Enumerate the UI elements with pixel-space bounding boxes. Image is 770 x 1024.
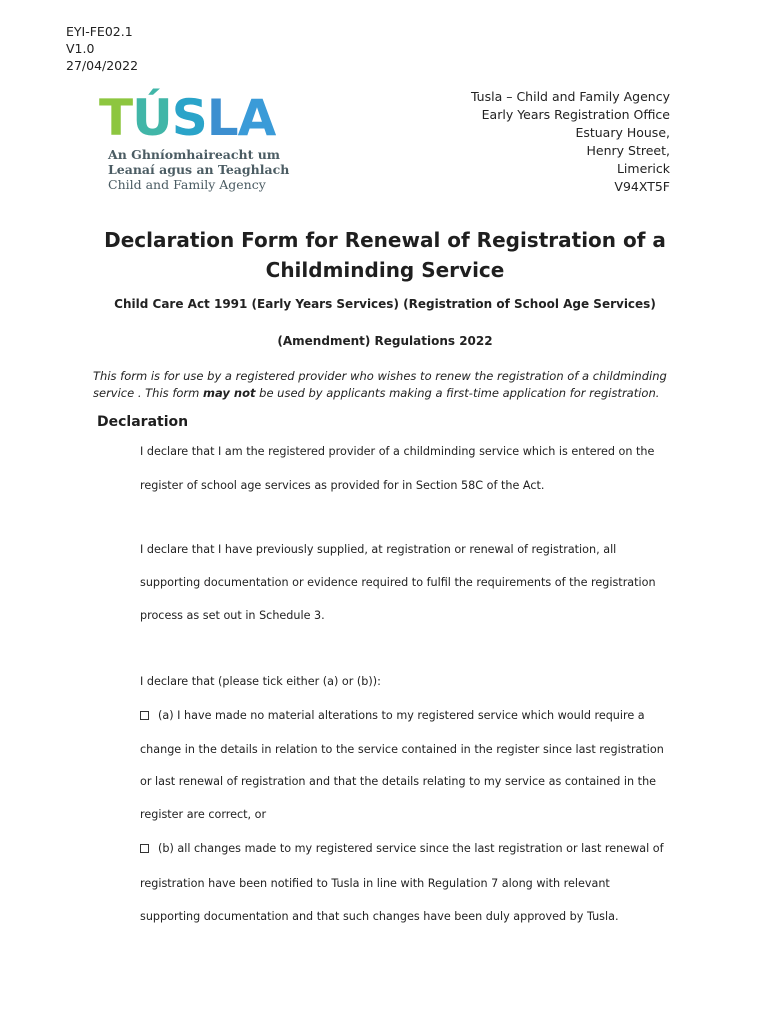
declaration-heading: Declaration xyxy=(97,414,189,430)
form-title xyxy=(85,225,685,285)
logo-letter: T xyxy=(99,89,133,147)
option-a-label: (a) I have made no material alterations to my registered service which would require a xyxy=(158,709,645,722)
document-meta xyxy=(66,23,138,74)
address-line: Early Years Registration Office xyxy=(481,107,670,122)
option-a-checkbox[interactable] xyxy=(140,711,149,720)
intro-paragraph xyxy=(93,368,683,402)
address-line: V94XT5F xyxy=(614,179,670,194)
logo-irish-line-1: An Ghníomhaireacht um xyxy=(108,147,281,162)
option-a-row xyxy=(140,709,645,722)
option-b-label: (b) all changes made to my registered service since the last registration or last renewal of xyxy=(158,842,664,855)
logo-wordmark xyxy=(99,89,279,147)
logo-irish-line-2: Leanaí agus an Teaghlach xyxy=(108,162,290,177)
option-b-row xyxy=(140,842,664,855)
intro-text: This form is for use by a registered provider who wishes to renew the registration of a childminding service . This form xyxy=(93,369,667,400)
declaration-line: register are correct, or xyxy=(140,808,267,821)
title-line-1: Declaration Form for Renewal of Registration of a xyxy=(104,228,666,252)
form-version: V1.0 xyxy=(66,41,95,56)
intro-emphasis: may not xyxy=(203,386,256,400)
declaration-line: I declare that (please tick either (a) or (b)): xyxy=(140,675,381,688)
logo-letter: L xyxy=(206,89,238,147)
declaration-line: process as set out in Schedule 3. xyxy=(140,609,325,622)
tusla-logo xyxy=(99,88,290,198)
form-code: EYI-FE02.1 xyxy=(66,24,133,39)
declaration-line: supporting documentation and that such changes have been duly approved by Tusla. xyxy=(140,910,619,923)
declaration-line: I declare that I have previously supplied, at registration or renewal of registration, all xyxy=(140,543,617,556)
declaration-line: registration have been notified to Tusla in line with Regulation 7 along with relevant xyxy=(140,877,610,890)
address-line: Henry Street, xyxy=(586,143,670,158)
option-b-checkbox[interactable] xyxy=(140,844,149,853)
address-line: Tusla – Child and Family Agency xyxy=(470,89,670,104)
act-subtitle-line-1: Child Care Act 1991 (Early Years Services) (Registration of School Age Services) xyxy=(114,297,656,311)
form-date: 27/04/2022 xyxy=(66,58,139,73)
declaration-line: or last renewal of registration and that the details relating to my service as contained in the xyxy=(140,775,657,788)
logo-letter: Ú xyxy=(132,89,172,147)
title-line-2: Childminding Service xyxy=(265,258,505,282)
address-line: Estuary House, xyxy=(575,125,670,140)
declaration-line: I declare that I am the registered provider of a childminding service which is entered on the xyxy=(140,445,655,458)
declaration-line: register of school age services as provided for in Section 58C of the Act. xyxy=(140,479,545,492)
intro-text-end: be used by applicants making a first-time application for registration. xyxy=(255,386,660,400)
declaration-line: change in the details in relation to the service contained in the register since last registration xyxy=(140,743,664,756)
office-address xyxy=(471,88,670,196)
logo-english-line: Child and Family Agency xyxy=(108,177,266,192)
declaration-line: supporting documentation or evidence required to fulfil the requirements of the registration xyxy=(140,576,656,589)
logo-subtitle xyxy=(108,147,289,192)
address-line: Limerick xyxy=(616,161,670,176)
act-subtitle-line-2: (Amendment) Regulations 2022 xyxy=(277,334,493,348)
logo-letter: S xyxy=(171,89,207,147)
logo-letter: A xyxy=(237,89,276,147)
